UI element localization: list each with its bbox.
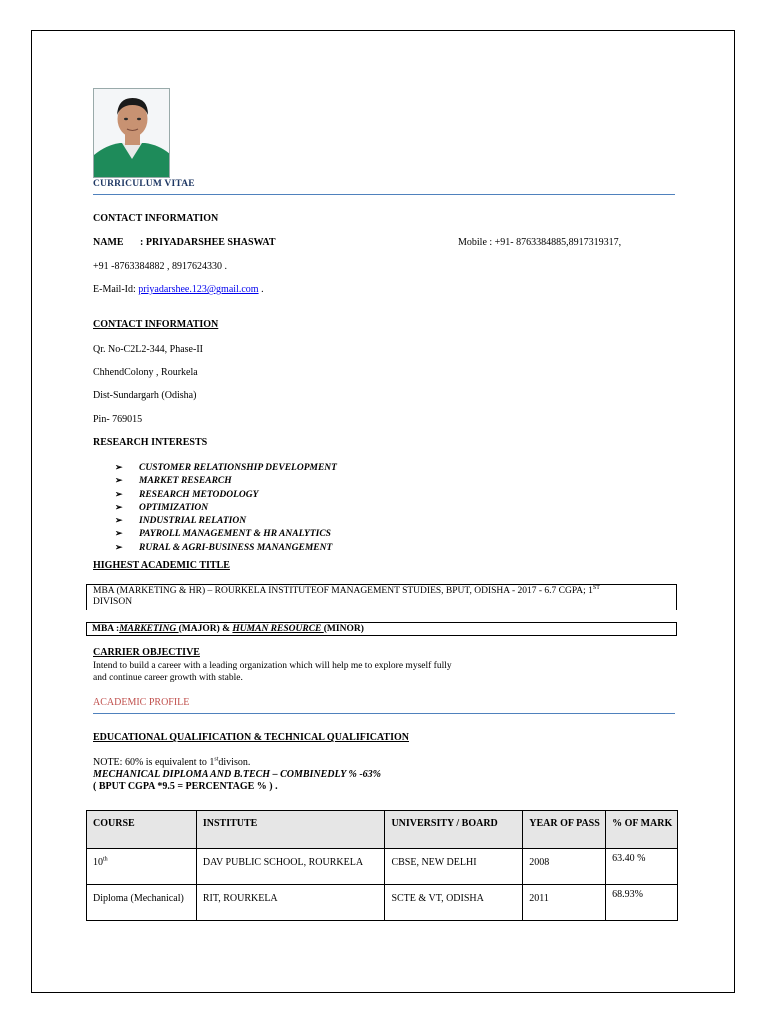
title-rule xyxy=(93,194,675,195)
name-value: : PRIYADARSHEE SHASWAT xyxy=(140,237,276,248)
column-header: YEAR OF PASS xyxy=(523,811,606,849)
column-header: INSTITUTE xyxy=(196,811,385,849)
table-cell: Diploma (Mechanical) xyxy=(87,885,197,921)
mobile-numbers: Mobile : +91- 8763384885,8917319317, xyxy=(458,237,622,248)
academic-profile-rule xyxy=(93,713,675,714)
phone-numbers: +91 -8763384882 , 8917624330 . xyxy=(93,261,227,272)
education-table xyxy=(86,810,678,921)
arrow-bullet-icon: ➢ xyxy=(115,475,123,486)
contact-heading: CONTACT INFORMATION xyxy=(93,213,219,224)
list-item: ➢ CUSTOMER RELATIONSHIP DEVELOPMENT xyxy=(115,462,337,473)
arrow-bullet-icon: ➢ xyxy=(115,515,123,526)
research-heading: RESEARCH INTERESTS xyxy=(93,437,208,448)
email-link[interactable]: priyadarshee.123@gmail.com xyxy=(138,284,259,295)
address-heading: CONTACT INFORMATION xyxy=(93,319,219,330)
list-item: ➢ RESEARCH METODOLOGY xyxy=(115,488,259,500)
address-line-3: Dist-Sundargarh (Odisha) xyxy=(93,390,197,401)
arrow-bullet-icon: ➢ xyxy=(115,541,123,552)
table-cell: 2008 xyxy=(523,849,606,885)
table-cell: 10th xyxy=(87,849,197,885)
table-cell: RIT, ROURKELA xyxy=(196,885,385,921)
list-item: ➢ OPTIMIZATION xyxy=(115,501,209,513)
address-pin: Pin- 769015 xyxy=(93,414,143,425)
academic-profile-heading: ACADEMIC PROFILE xyxy=(93,697,190,708)
arrow-bullet-icon: ➢ xyxy=(115,462,123,472)
column-header: COURSE xyxy=(87,811,197,849)
education-heading: EDUCATIONAL QUALIFICATION & TECHNICAL QUALIFICATION xyxy=(93,732,409,743)
column-header: % OF MARK xyxy=(606,811,678,849)
table-cell: 63.40 % xyxy=(606,849,678,885)
list-item: ➢ INDUSTRIAL RELATION xyxy=(115,515,247,527)
name-label: NAME xyxy=(93,237,124,248)
academic-title-text: MBA (MARKETING & HR) – ROURKELA INSTITUTEOF MANAGEMENT STUDIES, BPUT, ODISHA - 2017 - 6.7 CGPA; 1ST DIVISON xyxy=(93,584,600,607)
cv-title: CURRICULUM VITAE xyxy=(93,179,195,189)
arrow-bullet-icon: ➢ xyxy=(115,501,123,512)
table-row xyxy=(87,849,678,885)
email-suffix: . xyxy=(258,284,264,295)
arrow-bullet-icon: ➢ xyxy=(115,528,123,539)
combined-percentage: MECHANICAL DIPLOMA AND B.TECH – COMBINEDLY % -63% xyxy=(93,769,381,780)
profile-photo xyxy=(93,88,170,178)
list-item: ➢ MARKET RESEARCH xyxy=(115,475,232,487)
objective-text: Intend to build a career with a leading organization which will help me to explore myself fully and continue career growth with stable. xyxy=(93,661,452,683)
address-line-2: ChhendColony , Rourkela xyxy=(93,367,198,378)
table-row xyxy=(87,885,678,921)
cgpa-formula: ( BPUT CGPA *9.5 = PERCENTAGE % ) . xyxy=(93,781,278,792)
table-cell: SCTE & VT, ODISHA xyxy=(385,885,523,921)
email-label: E-Mail-Id: xyxy=(93,284,139,295)
arrow-bullet-icon: ➢ xyxy=(115,488,123,499)
objective-heading: CARRIER OBJECTIVE xyxy=(93,647,200,658)
list-item: ➢ RURAL & AGRI-BUSINESS MANANGEMENT xyxy=(115,541,333,553)
academic-title-heading: HIGHEST ACADEMIC TITLE xyxy=(93,560,230,571)
research-list xyxy=(115,461,337,554)
table-cell: DAV PUBLIC SCHOOL, ROURKELA xyxy=(196,849,385,885)
table-cell: 68.93% xyxy=(606,885,678,921)
table-cell: CBSE, NEW DELHI xyxy=(385,849,523,885)
column-header: UNIVERSITY / BOARD xyxy=(385,811,523,849)
address-line-1: Qr. No-C2L2-344, Phase-II xyxy=(93,344,203,355)
list-item: ➢ PAYROLL MANAGEMENT & HR ANALYTICS xyxy=(115,528,331,540)
email-line xyxy=(93,284,264,296)
table-header-row xyxy=(87,811,678,849)
table-cell: 2011 xyxy=(523,885,606,921)
education-note: NOTE: 60% is equivalent to 1stdivison. xyxy=(93,756,251,768)
mba-specialization: MBA :MARKETING (MAJOR) & HUMAN RESOURCE (MINOR) xyxy=(92,624,364,634)
